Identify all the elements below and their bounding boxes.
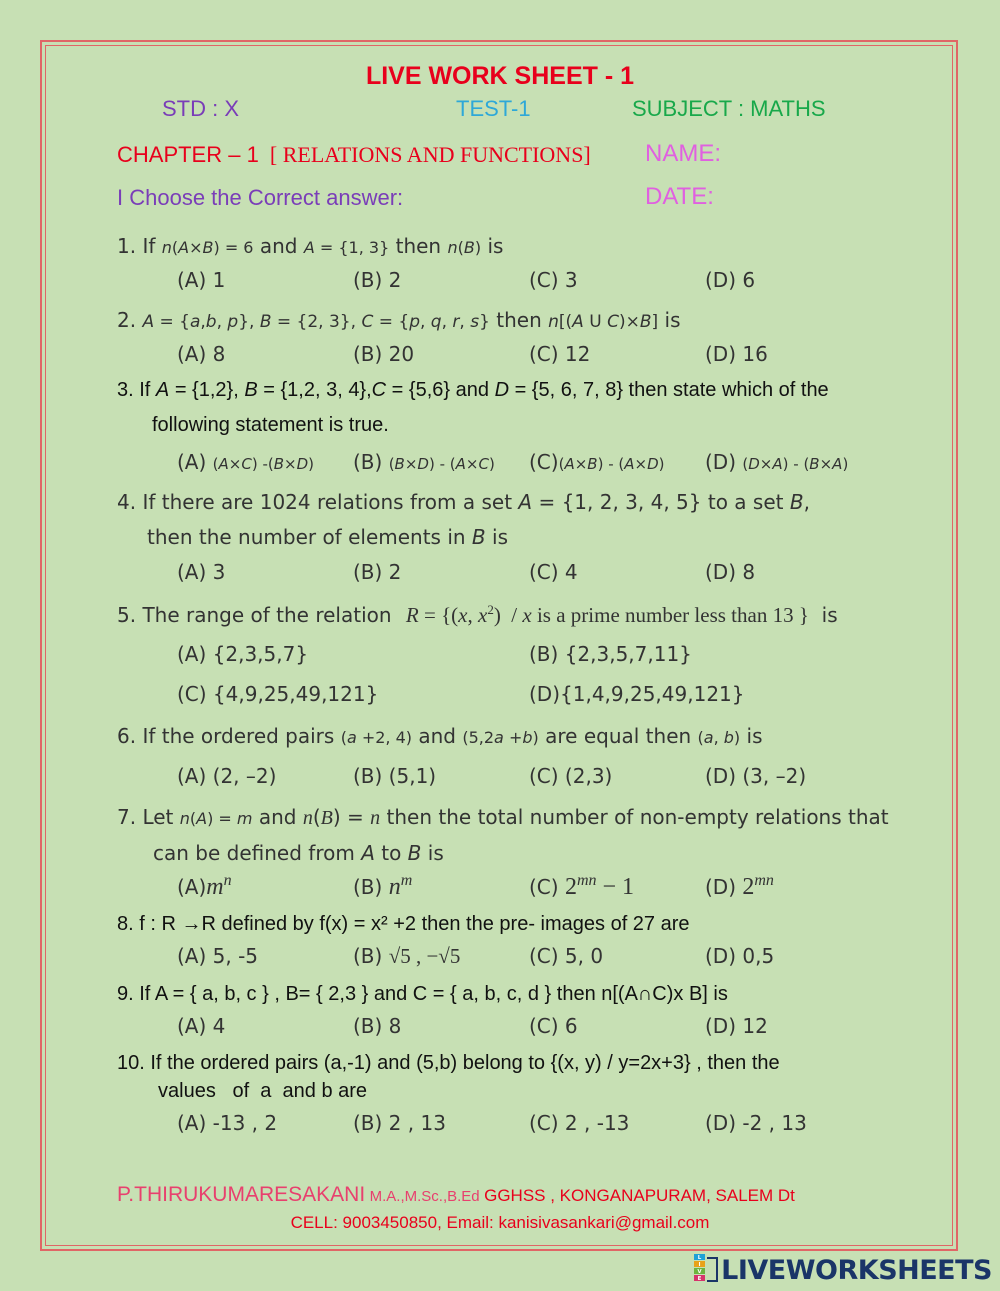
- chapter-topic: [ RELATIONS AND FUNCTIONS]: [269, 142, 591, 167]
- question-number: 8.: [117, 913, 134, 935]
- q3-option-c[interactable]: (C)(A×B) - (A×D): [529, 450, 665, 474]
- question-5-text: 5. The range of the relation R = {(x, $x^2$) / x is a prime number less than 13 } is: [117, 602, 838, 627]
- q1-option-d[interactable]: (D) 6: [705, 268, 756, 292]
- q5-option-d[interactable]: (D){1,4,9,25,49,121}: [529, 682, 745, 706]
- q6-option-b[interactable]: (B) (5,1): [353, 764, 437, 788]
- contact-info: CELL: 9003450850, Email: kanisivasankari@gmail.com: [290, 1213, 710, 1232]
- q7-option-d[interactable]: (D) $2^{mn}$: [705, 872, 774, 900]
- date-field-label[interactable]: DATE:: [645, 183, 714, 210]
- worksheet-title: LIVE WORK SHEET - 1: [365, 62, 635, 90]
- q7-option-c[interactable]: (C) $2^{mn} - 1$: [529, 872, 635, 900]
- author-name: P.THIRUKUMARESAKANI: [117, 1183, 366, 1206]
- chapter-number: CHAPTER – 1: [117, 142, 259, 167]
- q3-option-b[interactable]: (B) (B×D) - (A×C): [353, 450, 495, 474]
- question-2-text: 2. A = {a,b, p}, B = {2, 3}, C = {p, q, r, s} then n[(A U C)×B] is: [117, 308, 681, 332]
- question-6-text: 6. If the ordered pairs (a +2, 4) and (5,2a +b) are equal then (a, b) is: [117, 724, 763, 748]
- q2-option-d[interactable]: (D) 16: [705, 342, 768, 366]
- q9-option-d[interactable]: (D) 12: [705, 1014, 768, 1038]
- question-10-text-line2: values of a and b are: [158, 1080, 368, 1102]
- q10-option-c[interactable]: (C) 2 , -13: [529, 1111, 630, 1135]
- q5-option-c[interactable]: (C) {4,9,25,49,121}: [177, 682, 379, 706]
- q6-option-a[interactable]: (A) (2, –2): [177, 764, 277, 788]
- q8-option-b[interactable]: (B) √5 , −√5: [353, 944, 461, 968]
- q6-option-c[interactable]: (C) (2,3): [529, 764, 613, 788]
- question-number: 3.: [117, 379, 134, 401]
- q1-option-a[interactable]: (A) 1: [177, 268, 226, 292]
- chapter-heading: [117, 142, 591, 168]
- q9-option-b[interactable]: (B) 8: [353, 1014, 402, 1038]
- school-name: GGHSS , KONGANAPURAM, SALEM Dt: [484, 1186, 795, 1205]
- question-10-text: 10. If the ordered pairs (a,-1) and (5,b) belong to {(x, y) / y=2x+3} , then the: [117, 1052, 780, 1074]
- logo-mark-letter: I: [698, 1262, 701, 1269]
- question-7-text: 7. Let n(A) = m and n(B) = n then the total number of non-empty relations that: [117, 805, 889, 829]
- question-number: 4.: [117, 490, 137, 514]
- logo-mark-letter: E: [697, 1276, 702, 1282]
- question-number: 10.: [117, 1052, 145, 1074]
- question-1-text: 1. If n(A×B) = 6 and A = {1, 3} then n(B) is: [117, 234, 504, 258]
- test-label: TEST-1: [456, 96, 531, 121]
- q5-option-a[interactable]: (A) {2,3,5,7}: [177, 642, 309, 666]
- liveworksheets-wordmark: LIVEWORKSHEETS: [721, 1254, 992, 1286]
- question-4-text-line2: then the number of elements in B is: [147, 525, 508, 549]
- question-4-text: 4. If there are 1024 relations from a set A = {1, 2, 3, 4, 5} to a set B,: [117, 490, 810, 514]
- q8-option-a[interactable]: (A) 5, -5: [177, 944, 259, 968]
- logo-mark-letter: V: [697, 1269, 702, 1276]
- question-9-text: 9. If A = { a, b, c } , B= { 2,3 } and C = { a, b, c, d } then n[(A∩C)x B] is: [117, 983, 728, 1005]
- name-field-label[interactable]: NAME:: [645, 140, 722, 167]
- question-number: 2.: [117, 308, 137, 332]
- q6-option-d[interactable]: (D) (3, –2): [705, 764, 807, 788]
- question-number: 1.: [117, 234, 137, 258]
- q4-option-a[interactable]: (A) 3: [177, 560, 226, 584]
- q2-option-b[interactable]: (B) 20: [353, 342, 415, 366]
- q10-option-a[interactable]: (A) -13 , 2: [177, 1111, 278, 1135]
- author-line: [117, 1183, 795, 1207]
- q3-option-d[interactable]: (D) (D×A) - (B×A): [705, 450, 849, 474]
- q4-option-b[interactable]: (B) 2: [353, 560, 402, 584]
- q10-option-b[interactable]: (B) 2 , 13: [353, 1111, 446, 1135]
- liveworksheets-mark-icon: [694, 1254, 718, 1286]
- q9-option-c[interactable]: (C) 6: [529, 1014, 578, 1038]
- question-8-text: 8. f : R →R defined by f(x) = x² +2 then the pre- images of 27 are: [117, 913, 690, 935]
- std-label: STD : X: [162, 96, 240, 121]
- q10-option-d[interactable]: (D) -2 , 13: [705, 1111, 807, 1135]
- q3-option-a[interactable]: (A) (A×C) -(B×D): [177, 450, 315, 474]
- q1-option-c[interactable]: (C) 3: [529, 268, 578, 292]
- q2-option-c[interactable]: (C) 12: [529, 342, 591, 366]
- question-number: 6.: [117, 724, 137, 748]
- liveworksheets-logo[interactable]: [694, 1255, 992, 1285]
- question-number: 7.: [117, 805, 137, 829]
- q4-option-d[interactable]: (D) 8: [705, 560, 756, 584]
- q8-option-d[interactable]: (D) 0,5: [705, 944, 775, 968]
- instruction-text: I Choose the Correct answer:: [117, 185, 404, 210]
- q4-option-c[interactable]: (C) 4: [529, 560, 578, 584]
- logo-mark-letter: L: [697, 1255, 702, 1262]
- q9-option-a[interactable]: (A) 4: [177, 1014, 226, 1038]
- question-3-text-line2: following statement is true.: [152, 414, 389, 436]
- question-number: 9.: [117, 983, 134, 1005]
- q7-option-a[interactable]: $(A)m^n$: [177, 872, 232, 900]
- question-3-text: 3. If A = {1,2}, B = {1,2, 3, 4},C = {5,6} and D = {5, 6, 7, 8} then state which of the: [117, 379, 829, 401]
- author-degrees: M.A.,M.Sc.,B.Ed: [369, 1188, 480, 1205]
- q7-option-b[interactable]: (B) $n^m$: [353, 872, 413, 900]
- q1-option-b[interactable]: (B) 2: [353, 268, 402, 292]
- question-7-text-line2: can be defined from A to B is: [153, 841, 444, 865]
- q2-option-a[interactable]: (A) 8: [177, 342, 226, 366]
- subject-label: SUBJECT : MATHS: [632, 96, 826, 121]
- q8-option-c[interactable]: (C) 5, 0: [529, 944, 604, 968]
- q5-option-b[interactable]: (B) {2,3,5,7,11}: [529, 642, 692, 666]
- question-number: 5.: [117, 603, 137, 627]
